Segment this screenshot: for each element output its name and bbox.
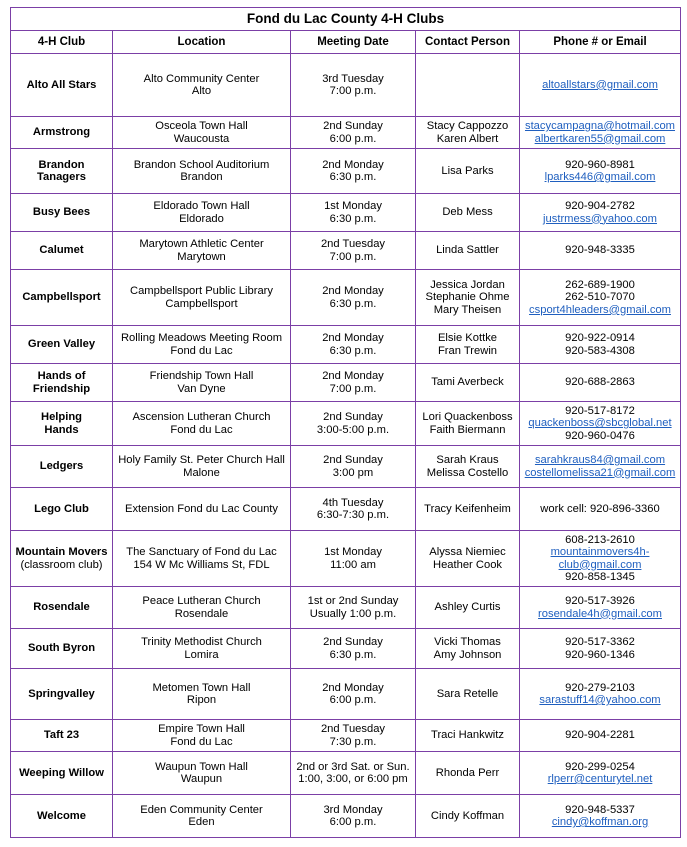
- club-name-cell: [11, 629, 113, 669]
- meeting-date-cell: [291, 446, 416, 488]
- cell-text: 608-213-2610: [565, 533, 635, 546]
- email-link[interactable]: club@gmail.com: [558, 558, 642, 571]
- phone-email-cell: [520, 752, 681, 795]
- contact-cell: [416, 326, 520, 364]
- email-link[interactable]: sarahkraus84@gmail.com: [534, 454, 666, 466]
- meeting-date-cell: [291, 488, 416, 531]
- contact-cell: [416, 752, 520, 795]
- cell-text: Brandon: [180, 171, 223, 183]
- email-link[interactable]: lparks446@gmail.com: [544, 171, 656, 183]
- cell-text: 920-960-1346: [565, 648, 635, 661]
- table-row: [11, 326, 681, 364]
- table-row: [11, 232, 681, 270]
- cell-text: 920-904-2782: [565, 200, 635, 212]
- cell-text: 2nd Monday: [322, 158, 384, 171]
- phone-email-cell: [520, 587, 681, 629]
- cell-text: 6:30 p.m.: [329, 171, 377, 183]
- club-name-cell: [11, 149, 113, 194]
- cell-text: Vicki Thomas: [434, 636, 501, 648]
- cell-text: Weeping Willow: [19, 766, 104, 779]
- cell-text: Campbellsport Public Library: [129, 285, 273, 297]
- phone-email-cell: [520, 629, 681, 669]
- cell-text: Campbellsport: [165, 297, 238, 310]
- cell-text: 6:30 p.m.: [329, 648, 377, 661]
- cell-text: 920-299-0254: [565, 760, 635, 773]
- table-row: [11, 446, 681, 488]
- cell-text: 2nd Tuesday: [320, 723, 386, 735]
- header-club: 4-H Club: [11, 31, 113, 54]
- phone-email-cell: [520, 270, 681, 326]
- table-row: [11, 364, 681, 402]
- contact-cell: [416, 720, 520, 752]
- email-link[interactable]: sarastuff14@yahoo.com: [539, 694, 661, 706]
- cell-text: 262-689-1900: [565, 278, 635, 291]
- cell-text: Faith Biermann: [429, 423, 506, 436]
- cell-text: Marytown: [177, 250, 226, 263]
- cell-text: 6:00 p.m.: [329, 816, 377, 828]
- cell-text: Traci Hankwitz: [431, 729, 504, 742]
- cell-text: Waupun Town Hall: [155, 760, 248, 773]
- cell-text: Mary Theisen: [433, 303, 502, 316]
- cell-text: Tanagers: [37, 171, 86, 183]
- cell-text: South Byron: [27, 642, 96, 655]
- contact-cell: [416, 795, 520, 838]
- email-link[interactable]: cindy@koffman.org: [551, 816, 649, 828]
- table-row: [11, 54, 681, 117]
- table-row: [11, 402, 681, 446]
- email-link[interactable]: stacycampagna@hotmail.com: [524, 120, 676, 132]
- cell-text: Eden: [188, 816, 215, 828]
- cell-text: 920-517-3362: [565, 636, 635, 648]
- meeting-date-cell: [291, 232, 416, 270]
- table-row: [11, 720, 681, 752]
- location-cell: [113, 117, 291, 149]
- cell-text: Jessica Jordan: [430, 278, 505, 291]
- cell-text: Helping: [40, 411, 83, 423]
- header-phone-email: Phone # or Email: [520, 31, 681, 54]
- contact-cell: [416, 488, 520, 531]
- cell-text: Stephanie Ohme: [425, 291, 510, 304]
- table-row: [11, 531, 681, 587]
- table-row: [11, 669, 681, 720]
- cell-text: 4th Tuesday: [322, 496, 384, 509]
- location-cell: [113, 270, 291, 326]
- location-cell: [113, 488, 291, 531]
- location-cell: [113, 629, 291, 669]
- club-name-cell: [11, 720, 113, 752]
- cell-text: Amy Johnson: [433, 648, 502, 661]
- clubs-document: [10, 7, 680, 838]
- cell-text: Rolling Meadows Meeting Room: [120, 332, 283, 344]
- phone-email-cell: [520, 232, 681, 270]
- cell-text: Trinity Methodist Church: [141, 636, 262, 648]
- cell-text: Sara Retelle: [436, 687, 499, 700]
- cell-text: Rhonda Perr: [435, 766, 500, 779]
- header-contact-person: Contact Person: [416, 31, 520, 54]
- cell-text: 920-904-2281: [565, 729, 635, 742]
- meeting-date-cell: [291, 54, 416, 117]
- phone-email-cell: [520, 54, 681, 117]
- phone-email-cell: [520, 446, 681, 488]
- cell-text: Brandon: [38, 158, 85, 171]
- cell-text: Rosendale: [33, 601, 90, 614]
- location-cell: [113, 402, 291, 446]
- cell-text: Usually 1:00 p.m.: [309, 607, 397, 620]
- cell-text: Peace Lutheran Church: [142, 595, 261, 607]
- cell-text: Empire Town Hall: [158, 723, 245, 735]
- cell-text: Tami Averbeck: [431, 376, 504, 389]
- cell-text: Eldorado Town Hall: [153, 200, 250, 212]
- email-link[interactable]: justrmess@yahoo.com: [543, 212, 657, 225]
- table-title: Fond du Lac County 4-H Clubs: [11, 8, 681, 31]
- club-name-cell: [11, 232, 113, 270]
- club-name-cell: [11, 587, 113, 629]
- email-link[interactable]: rlperr@centurytel.net: [547, 773, 653, 785]
- cell-text: Friendship: [32, 382, 91, 395]
- cell-text: Stacy Cappozzo: [426, 120, 509, 132]
- meeting-date-cell: [291, 720, 416, 752]
- cell-text: 6:30 p.m.: [329, 297, 377, 310]
- location-cell: [113, 720, 291, 752]
- cell-text: 3:00-5:00 p.m.: [316, 423, 390, 436]
- cell-text: Marytown Athletic Center: [139, 238, 264, 250]
- meeting-date-cell: [291, 752, 416, 795]
- location-cell: [113, 194, 291, 232]
- contact-cell: [416, 402, 520, 446]
- location-cell: [113, 54, 291, 117]
- contact-cell: [416, 587, 520, 629]
- table-row: [11, 117, 681, 149]
- cell-text: Friendship Town Hall: [149, 370, 254, 382]
- cell-text: work cell: 920-896-3360: [540, 502, 660, 515]
- contact-cell: [416, 117, 520, 149]
- cell-text: Hands of: [37, 370, 86, 382]
- cell-text: The Sanctuary of Fond du Lac: [126, 546, 277, 558]
- meeting-date-cell: [291, 270, 416, 326]
- meeting-date-cell: [291, 795, 416, 838]
- cell-text: Brandon School Auditorium: [133, 158, 270, 171]
- cell-text: 2nd Tuesday: [320, 238, 386, 250]
- cell-text: Metomen Town Hall: [152, 681, 251, 694]
- cell-text: 3rd Tuesday: [322, 72, 384, 85]
- cell-text: Alto Community Center: [143, 72, 260, 85]
- header-location: Location: [113, 31, 291, 54]
- cell-text: Osceola Town Hall: [155, 120, 248, 132]
- table-row: [11, 587, 681, 629]
- contact-cell: [416, 629, 520, 669]
- cell-text: Ripon: [186, 694, 217, 706]
- clubs-table: [10, 7, 681, 838]
- cell-text: Karen Albert: [436, 132, 499, 145]
- cell-text: 920-858-1345: [565, 571, 635, 583]
- location-cell: [113, 446, 291, 488]
- table-row: [11, 194, 681, 232]
- club-name-cell: [11, 669, 113, 720]
- cell-text: Cindy Koffman: [430, 809, 505, 822]
- cell-text: 7:00 p.m.: [329, 382, 377, 395]
- table-row: [11, 795, 681, 838]
- phone-email-cell: [520, 669, 681, 720]
- club-name-cell: [11, 488, 113, 531]
- location-cell: [113, 232, 291, 270]
- cell-text: 2nd Monday: [322, 332, 384, 344]
- club-name-cell: [11, 326, 113, 364]
- cell-text: 2nd or 3rd Sat. or Sun.: [296, 760, 410, 773]
- cell-text: Sarah Kraus: [436, 454, 499, 466]
- club-name-cell: [11, 402, 113, 446]
- cell-text: 920-517-3926: [565, 595, 635, 607]
- title-row: [11, 8, 681, 31]
- club-name-cell: [11, 194, 113, 232]
- cell-text: 2nd Sunday: [323, 636, 383, 648]
- cell-text: Hands: [44, 423, 79, 436]
- cell-text: Holy Family St. Peter Church Hall: [118, 454, 285, 466]
- phone-email-cell: [520, 795, 681, 838]
- cell-text: 920-583-4308: [565, 344, 635, 357]
- table-row: [11, 149, 681, 194]
- club-name-cell: [11, 752, 113, 795]
- cell-text: Alto All Stars: [26, 78, 97, 91]
- location-cell: [113, 669, 291, 720]
- cell-text: Taft 23: [43, 729, 80, 742]
- cell-text: Fond du Lac: [170, 344, 233, 357]
- contact-cell: [416, 194, 520, 232]
- cell-text: 920-948-5337: [565, 803, 635, 816]
- phone-email-cell: [520, 488, 681, 531]
- header-meeting-date: Meeting Date: [291, 31, 416, 54]
- email-link[interactable]: mountainmovers4h-: [550, 546, 650, 558]
- cell-text: 7:00 p.m.: [329, 85, 377, 97]
- cell-text: Linda Sattler: [436, 244, 499, 257]
- cell-text: 920-279-2103: [565, 681, 635, 694]
- cell-text: Fran Trewin: [437, 344, 498, 357]
- cell-text: Welcome: [37, 809, 86, 822]
- email-link[interactable]: costellomelissa21@gmail.com: [524, 466, 676, 479]
- cell-text: Eldorado: [179, 212, 224, 225]
- table-row: [11, 270, 681, 326]
- club-rows: [11, 54, 681, 838]
- contact-cell: [416, 54, 520, 117]
- cell-text: Rosendale: [174, 607, 229, 620]
- cell-text: Van Dyne: [177, 382, 226, 395]
- phone-email-cell: [520, 149, 681, 194]
- location-cell: [113, 149, 291, 194]
- location-cell: [113, 364, 291, 402]
- location-cell: [113, 326, 291, 364]
- cell-text: 7:00 p.m.: [329, 250, 377, 263]
- meeting-date-cell: [291, 669, 416, 720]
- contact-cell: [416, 364, 520, 402]
- cell-text: 920-960-8981: [565, 158, 635, 171]
- phone-email-cell: [520, 326, 681, 364]
- cell-text: 2nd Monday: [322, 681, 384, 694]
- cell-text: Melissa Costello: [426, 466, 509, 479]
- club-name-cell: [11, 270, 113, 326]
- meeting-date-cell: [291, 364, 416, 402]
- meeting-date-cell: [291, 587, 416, 629]
- cell-text: 920-517-8172: [565, 404, 635, 417]
- contact-cell: [416, 232, 520, 270]
- meeting-date-cell: [291, 117, 416, 149]
- cell-text: 2nd Sunday: [323, 120, 383, 132]
- cell-text: Malone: [183, 466, 220, 479]
- cell-text: Busy Bees: [32, 206, 91, 219]
- cell-text: 6:30 p.m.: [329, 212, 377, 225]
- email-link[interactable]: rosendale4h@gmail.com: [538, 607, 662, 620]
- cell-text: 2nd Sunday: [323, 454, 383, 466]
- club-name-cell: [11, 364, 113, 402]
- cell-text: Fond du Lac: [170, 423, 233, 436]
- cell-text: Ascension Lutheran Church: [132, 411, 271, 423]
- cell-text: Ashley Curtis: [434, 601, 501, 614]
- phone-email-cell: [520, 194, 681, 232]
- cell-text: 262-510-7070: [565, 291, 635, 304]
- cell-text: Alyssa Niemiec: [429, 546, 506, 558]
- club-name-cell: [11, 531, 113, 587]
- phone-email-cell: [520, 364, 681, 402]
- club-name-cell: [11, 795, 113, 838]
- cell-text: Extension Fond du Lac County: [125, 502, 278, 515]
- cell-text: Heather Cook: [432, 558, 503, 571]
- cell-text: 920-948-3335: [565, 244, 635, 257]
- contact-cell: [416, 149, 520, 194]
- location-cell: [113, 752, 291, 795]
- location-cell: [113, 531, 291, 587]
- cell-text: 2nd Monday: [322, 285, 384, 297]
- cell-text: Mountain Movers: [15, 546, 108, 558]
- cell-text: 2nd Sunday: [323, 411, 383, 423]
- cell-text: 920-688-2863: [565, 376, 635, 389]
- meeting-date-cell: [291, 531, 416, 587]
- meeting-date-cell: [291, 194, 416, 232]
- club-subtitle: (classroom club): [20, 558, 103, 571]
- cell-text: 11:00 am: [330, 558, 376, 571]
- cell-text: 920-922-0914: [565, 332, 635, 344]
- meeting-date-cell: [291, 402, 416, 446]
- contact-cell: [416, 669, 520, 720]
- email-link[interactable]: altoallstars@gmail.com: [542, 78, 658, 91]
- cell-text: Alto: [191, 85, 212, 97]
- phone-email-cell: [520, 720, 681, 752]
- cell-text: 1st or 2nd Sunday: [307, 595, 399, 607]
- cell-text: Lomira: [184, 648, 219, 661]
- cell-text: Ledgers: [39, 460, 84, 473]
- cell-text: Deb Mess: [442, 206, 493, 219]
- table-row: [11, 629, 681, 669]
- cell-text: Green Valley: [27, 338, 96, 351]
- cell-text: Waucousta: [173, 132, 230, 145]
- cell-text: Springvalley: [28, 687, 95, 700]
- cell-text: Lori Quackenboss: [422, 411, 513, 423]
- cell-text: 1:00, 3:00, or 6:00 pm: [298, 773, 408, 785]
- table-row: [11, 752, 681, 795]
- email-link[interactable]: quackenboss@sbcglobal.net: [528, 417, 672, 430]
- cell-text: Elsie Kottke: [437, 332, 498, 344]
- cell-text: 2nd Monday: [322, 370, 384, 382]
- email-link[interactable]: albertkaren55@gmail.com: [534, 132, 666, 145]
- location-cell: [113, 795, 291, 838]
- location-cell: [113, 587, 291, 629]
- cell-text: Eden Community Center: [140, 803, 263, 816]
- cell-text: 3:00 pm: [332, 466, 374, 479]
- cell-text: 6:30-7:30 p.m.: [316, 509, 390, 521]
- cell-text: 6:30 p.m.: [329, 344, 377, 357]
- cell-text: 3rd Monday: [323, 803, 383, 816]
- cell-text: Lego Club: [34, 502, 89, 515]
- email-link[interactable]: csport4hleaders@gmail.com: [529, 303, 671, 316]
- cell-text: 154 W Mc Williams St, FDL: [133, 558, 270, 571]
- cell-text: Tracy Keifenheim: [424, 502, 511, 515]
- meeting-date-cell: [291, 326, 416, 364]
- cell-text: Calumet: [39, 244, 84, 257]
- header-row: [11, 31, 681, 54]
- contact-cell: [416, 270, 520, 326]
- cell-text: 6:00 p.m.: [329, 694, 377, 706]
- cell-text: 1st Monday: [324, 200, 382, 212]
- cell-text: 7:30 p.m.: [329, 735, 377, 748]
- cell-text: Waupun: [180, 773, 223, 785]
- cell-text: Campbellsport: [22, 291, 101, 304]
- meeting-date-cell: [291, 149, 416, 194]
- cell-text: 1st Monday: [324, 546, 382, 558]
- meeting-date-cell: [291, 629, 416, 669]
- cell-text: Lisa Parks: [441, 164, 494, 177]
- contact-cell: [416, 531, 520, 587]
- cell-text: Fond du Lac: [170, 735, 233, 748]
- club-name-cell: [11, 54, 113, 117]
- cell-text: Armstrong: [32, 126, 91, 139]
- cell-text: 6:00 p.m.: [329, 132, 377, 145]
- phone-email-cell: [520, 531, 681, 587]
- table-row: [11, 488, 681, 531]
- phone-email-cell: [520, 117, 681, 149]
- phone-email-cell: [520, 402, 681, 446]
- club-name-cell: [11, 446, 113, 488]
- club-name-cell: [11, 117, 113, 149]
- cell-text: 920-960-0476: [565, 429, 635, 442]
- contact-cell: [416, 446, 520, 488]
